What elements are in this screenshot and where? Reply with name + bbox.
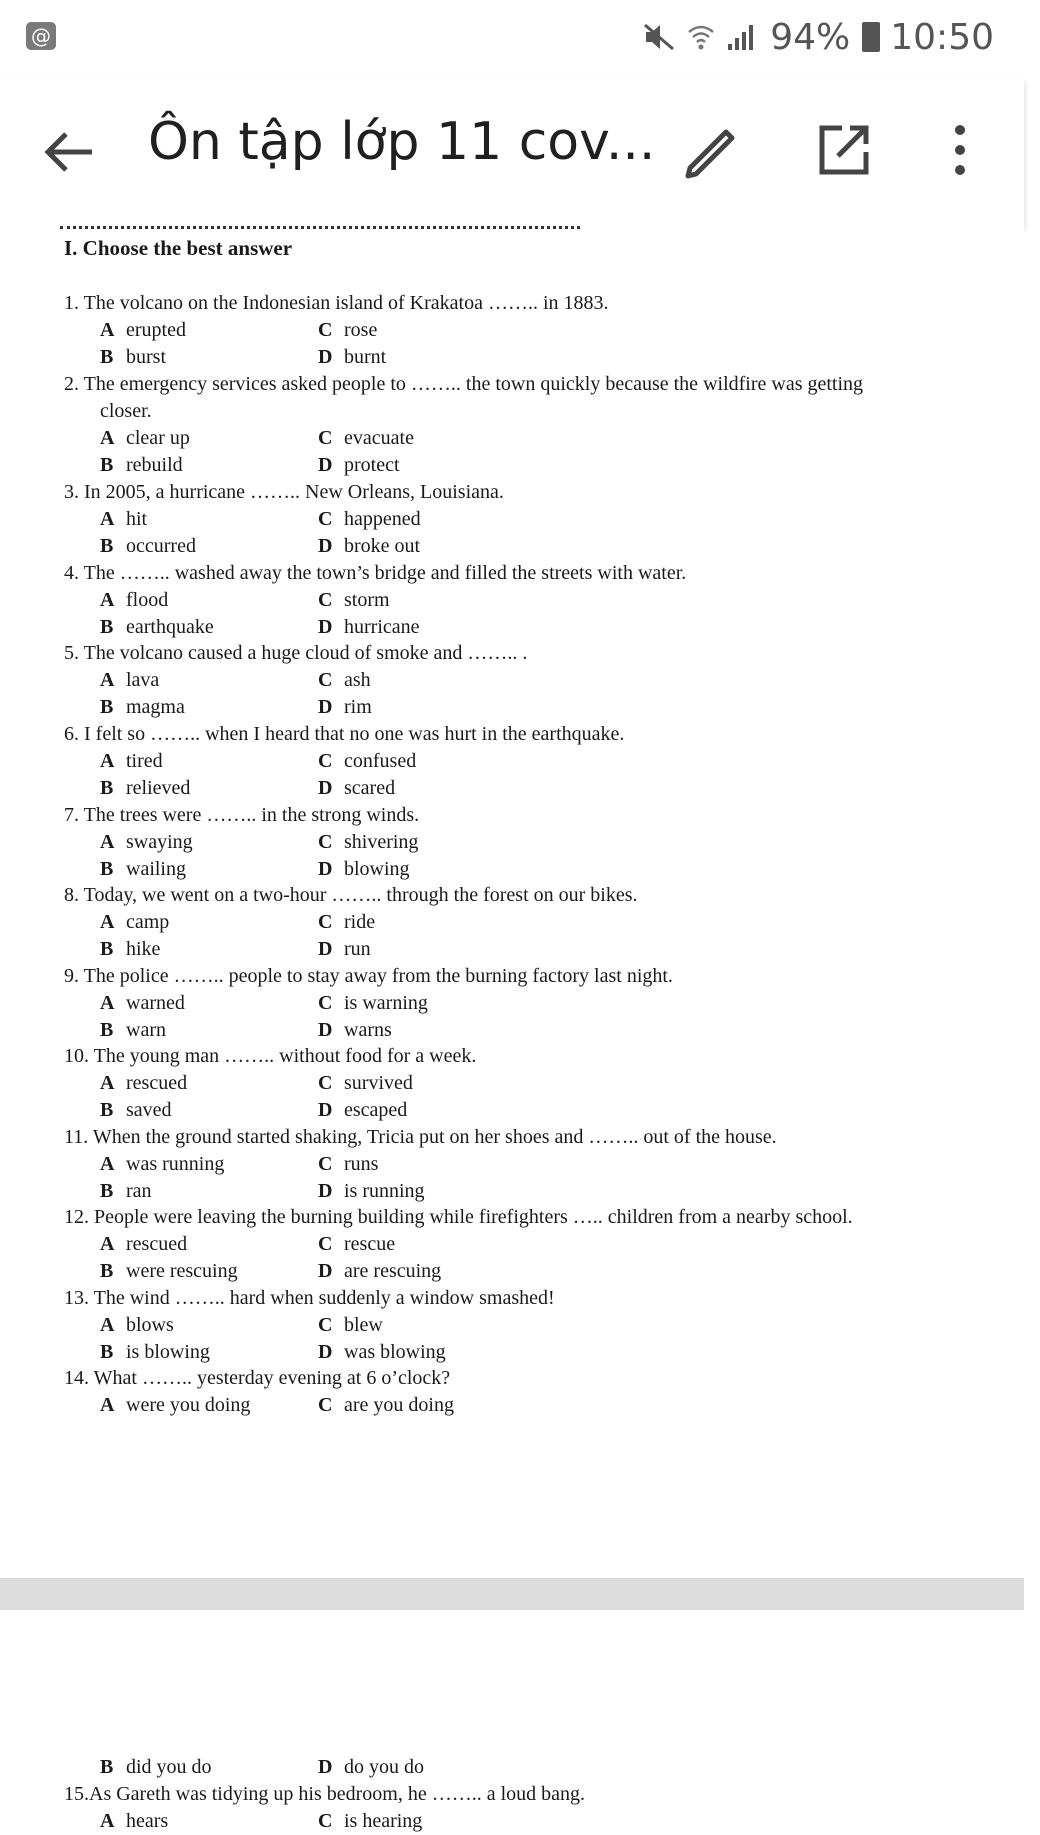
option-a: A flood <box>100 589 169 611</box>
option-d: D warns <box>318 1019 392 1041</box>
signal-icon <box>726 22 760 52</box>
battery-percentage: 94% <box>770 16 851 58</box>
status-bar <box>0 0 1024 78</box>
option-c: C shivering <box>318 831 419 853</box>
option-b: B hike <box>100 938 161 960</box>
question-text: 10. The young man …….. without food for a week. <box>64 1045 477 1067</box>
question-text: 3. In 2005, a hurricane …….. New Orleans, Louisiana. <box>64 481 504 503</box>
option-d: D are rescuing <box>318 1260 442 1282</box>
option-a: A hit <box>100 508 148 530</box>
pencil-icon[interactable] <box>676 118 740 182</box>
page-divider <box>0 1578 1024 1610</box>
option-c: C blew <box>318 1314 383 1336</box>
option-a: A clear up <box>100 427 190 449</box>
question-text: 4. The …….. washed away the town’s bridge and filled the streets with water. <box>64 562 687 584</box>
option-c: C are you doing <box>318 1394 454 1416</box>
option-a: A were you doing <box>100 1394 251 1416</box>
option-a: A rescued <box>100 1233 188 1255</box>
option-b: B saved <box>100 1099 172 1121</box>
option-a: A lava <box>100 669 160 691</box>
option-a: A blows <box>100 1314 174 1336</box>
option-d: D run <box>318 938 371 960</box>
option-d: D burnt <box>318 346 387 368</box>
open-external-icon[interactable] <box>812 118 876 182</box>
question-text: 1. The volcano on the Indonesian island of Krakatoa …….. in 1883. <box>64 292 609 314</box>
option-a: A erupted <box>100 319 186 341</box>
option-c: C is warning <box>318 992 428 1014</box>
option-b: B did you do <box>100 1756 212 1778</box>
option-b: B rebuild <box>100 454 183 476</box>
option-c: C runs <box>318 1153 379 1175</box>
question-text: 15.As Gareth was tidying up his bedroom, he …….. a loud bang. <box>64 1783 586 1805</box>
option-c: C happened <box>318 508 421 530</box>
option-d: D do you do <box>318 1756 424 1778</box>
option-c: C is hearing <box>318 1810 423 1832</box>
option-d: D escaped <box>318 1099 408 1121</box>
option-b: B ran <box>100 1180 152 1202</box>
cut-off-text-line <box>60 226 580 232</box>
option-c: C rose <box>318 319 378 341</box>
section-title: I. Choose the best answer <box>64 236 293 260</box>
option-b: B magma <box>100 696 185 718</box>
option-d: D scared <box>318 777 396 799</box>
option-a: A warned <box>100 992 185 1014</box>
battery-icon <box>862 22 880 52</box>
option-b: B earthquake <box>100 616 214 638</box>
question-text: 5. The volcano caused a huge cloud of smoke and …….. . <box>64 642 528 664</box>
option-a: A was running <box>100 1153 225 1175</box>
mute-icon <box>642 22 676 52</box>
question-text: 12. People were leaving the burning building while firefighters ….. children from a nearby school. <box>64 1206 853 1228</box>
option-c: C ride <box>318 911 376 933</box>
question-text: 7. The trees were …….. in the strong winds. <box>64 804 420 826</box>
option-b: B occurred <box>100 535 196 557</box>
option-c: C ash <box>318 669 371 691</box>
option-b: B relieved <box>100 777 191 799</box>
option-c: C evacuate <box>318 427 414 449</box>
document-title: Ôn tập lớp 11 cov... <box>148 112 656 172</box>
status-icons <box>642 12 994 62</box>
more-vert-icon[interactable] <box>940 118 980 182</box>
question-text: 9. The police …….. people to stay away from the burning factory last night. <box>64 965 673 987</box>
document-page-2[interactable] <box>0 1610 1024 1832</box>
option-d: D hurricane <box>318 616 420 638</box>
option-d: D protect <box>318 454 400 476</box>
option-c: C rescue <box>318 1233 396 1255</box>
question-text: 2. The emergency services asked people to …….. the town quickly because the wildfire was getting <box>64 373 864 395</box>
option-d: D rim <box>318 696 372 718</box>
wifi-icon <box>686 22 716 52</box>
email-notification-icon: @ <box>26 22 56 50</box>
question-text: 13. The wind …….. hard when suddenly a window smashed! <box>64 1287 555 1309</box>
option-a: A swaying <box>100 831 193 853</box>
option-d: D broke out <box>318 535 421 557</box>
option-b: B were rescuing <box>100 1260 238 1282</box>
question-text: 14. What …….. yesterday evening at 6 o’clock? <box>64 1367 451 1389</box>
option-b: B is blowing <box>100 1341 210 1363</box>
option-d: D is running <box>318 1180 425 1202</box>
option-c: C confused <box>318 750 417 772</box>
option-c: C survived <box>318 1072 413 1094</box>
app-bar <box>0 78 1024 226</box>
option-a: A tired <box>100 750 163 772</box>
option-a: A hears <box>100 1810 169 1832</box>
option-d: D was blowing <box>318 1341 446 1363</box>
option-a: A camp <box>100 911 170 933</box>
question-text: 11. When the ground started shaking, Tricia put on her shoes and …….. out of the house. <box>64 1126 777 1148</box>
question-text-continued: closer. <box>100 400 152 422</box>
question-text: 8. Today, we went on a two-hour …….. through the forest on our bikes. <box>64 884 638 906</box>
back-arrow-icon[interactable] <box>40 122 100 182</box>
option-b: B burst <box>100 346 166 368</box>
option-b: B warn <box>100 1019 166 1041</box>
option-d: D blowing <box>318 858 410 880</box>
option-c: C storm <box>318 589 390 611</box>
clock: 10:50 <box>890 16 994 58</box>
question-text: 6. I felt so …….. when I heard that no one was hurt in the earthquake. <box>64 723 625 745</box>
option-b: B wailing <box>100 858 186 880</box>
document-page-1[interactable] <box>0 226 1024 1578</box>
option-a: A rescued <box>100 1072 188 1094</box>
